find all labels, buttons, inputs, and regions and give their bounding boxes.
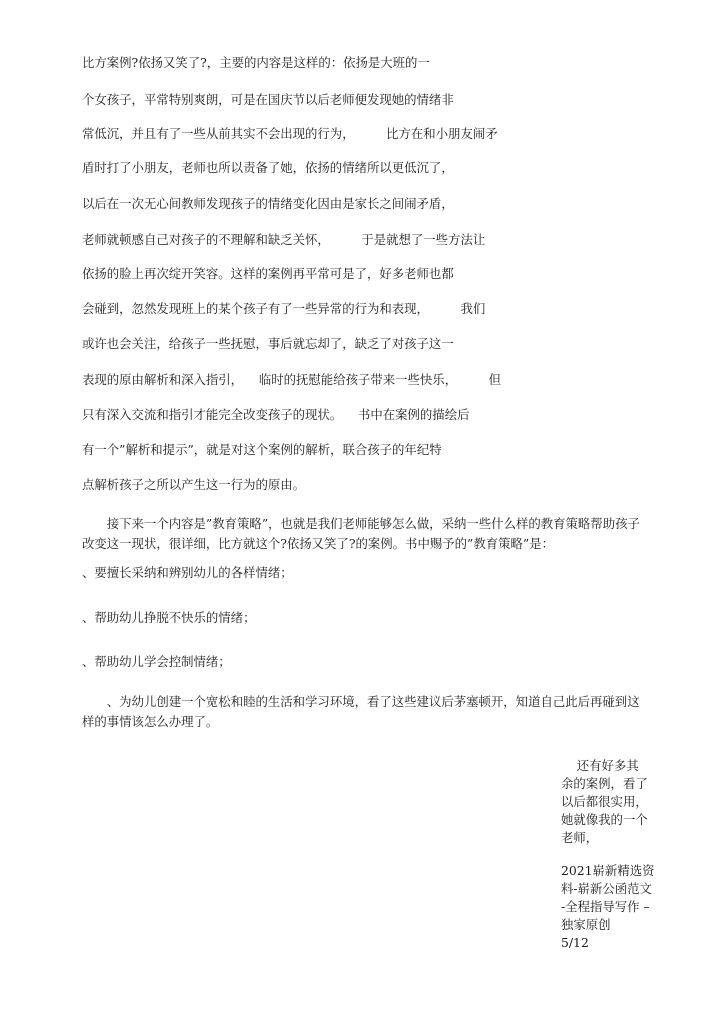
text-line-7: 依扬的脸上再次绽开笑容。这样的案例再平常可是了，好多老师也都 — [82, 266, 454, 281]
text-line-6: 老师就顿感自己对孩子的不理解和缺乏关怀， 于是就想了一些方法让 — [82, 232, 486, 247]
text-line-10: 表现的原由解析和深入指引， 临时的抚慰能给孩子带来一些快乐， 但 — [82, 372, 501, 387]
text-line-12: 有一个”解析和提示”，就是对这个案例的解析，联合孩子的年纪特 — [82, 442, 442, 457]
text-line-5: 以后在一次无心间教师发现孩子的情绪变化因由是家长之间闹矛盾， — [82, 196, 454, 211]
text-line-2: 个女孩子，平常特别爽朗，可是在国庆节以后老师便发现她的情绪非 — [82, 92, 454, 107]
text-line-3: 常低沉，并且有了一些从前其实不会出现的行为， 比方在和小朋友闹矛 — [82, 126, 498, 141]
strategy-item-1: 、要擅长采纳和辨别幼儿的各样情绪； — [82, 565, 293, 580]
strategy-item-3: 、帮助幼儿学会控制情绪； — [82, 654, 231, 669]
strategy-item-2: 、帮助幼儿挣脱不快乐的情绪； — [82, 610, 256, 625]
environment-paragraph: 、为幼儿创建一个宽松和睦的生活和学习环境，看了这些建议后茅塞顿开，知道自己此后再碰到这样的事情该怎么办理了。 — [82, 694, 640, 729]
text-line-13: 点解析孩子之所以产生这一行为的原由。 — [82, 477, 306, 492]
text-line-4: 盾时打了小朋友，老师也所以责备了她，依扬的情绪所以更低沉了， — [82, 160, 454, 175]
side-note: 还有好多其 余的案例，看了 以后都很实用， 她就像我的一个 老师， — [561, 758, 648, 845]
page-footer: 2021崭新精选资 料-崭新公函范文 -全程指导写作 – 独家原创 5/12 — [561, 863, 655, 950]
strategy-intro-paragraph: 接下来一个内容是”教育策略”，也就是我们老师能够怎么做，采纳一些什么样的教育策略帮助孩子改变这一现状，很详细，比方就这个?依扬又笑了?的案例。书中赐予的”教育策略”是： — [82, 516, 640, 551]
text-line-1: 比方案例?依扬又笑了?，主要的内容是这样的：依扬是大班的一 — [82, 55, 430, 70]
text-line-11: 只有深入交流和指引才能完全改变孩子的现状。 书中在案例的描绘后 — [82, 407, 470, 422]
text-line-9: 或许也会关注，给孩子一些抚慰，事后就忘却了，缺乏了对孩子这一 — [82, 336, 454, 351]
text-line-8: 会碰到，忽然发现班上的某个孩子有了一些异常的行为和表现， 我们 — [82, 301, 486, 316]
